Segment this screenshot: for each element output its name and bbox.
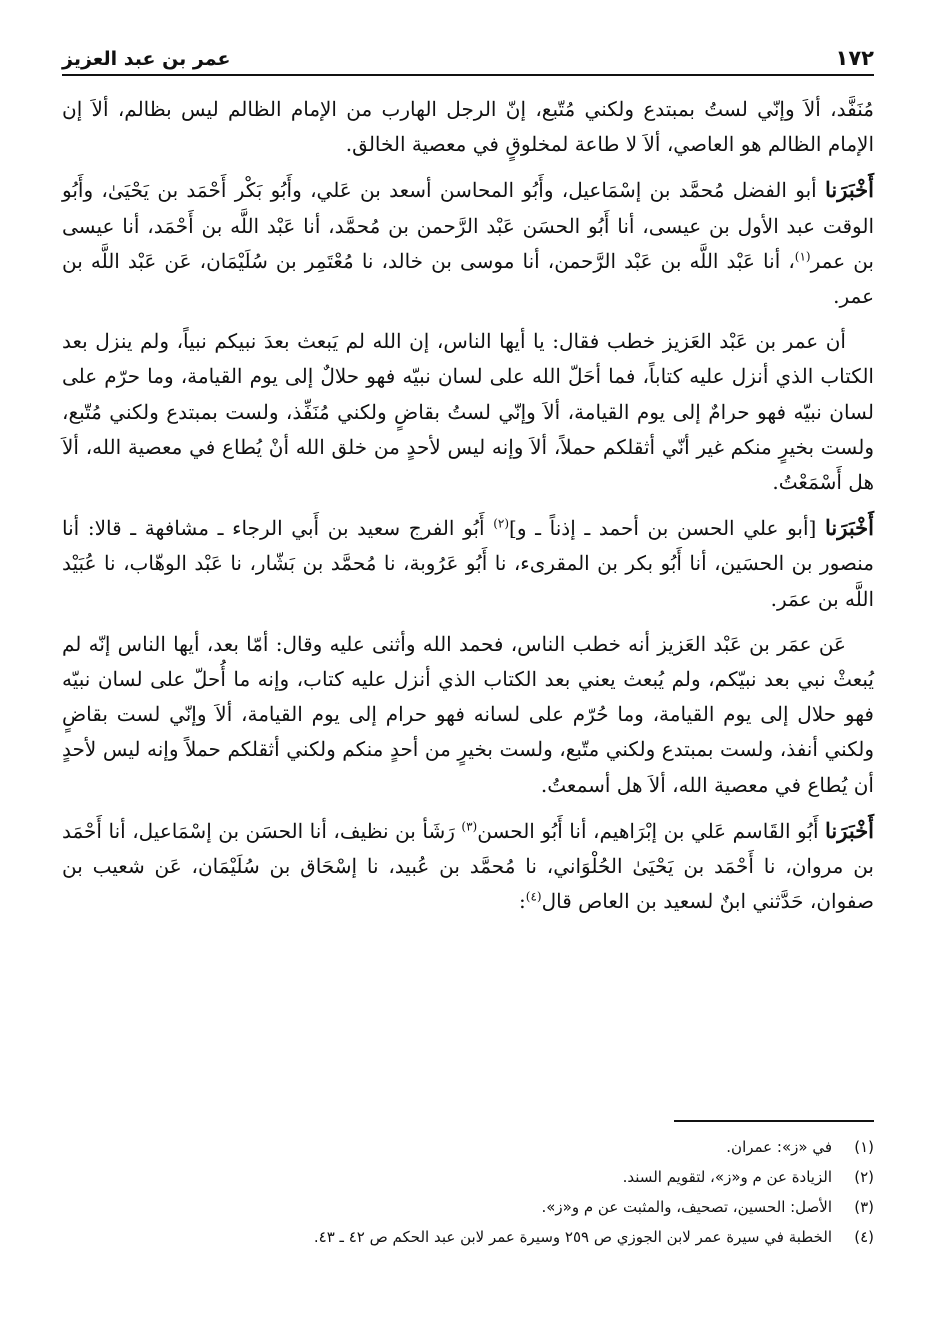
footnote-number: (٣) <box>854 1198 874 1216</box>
paragraph <box>62 813 874 920</box>
footnote-divider <box>674 1120 874 1122</box>
paragraph <box>62 324 874 500</box>
paragraph <box>62 510 874 617</box>
footnote-number: (١) <box>854 1138 874 1156</box>
footnote-text: الخطبة في سيرة عمر لابن الجوزي ص ٢٥٩ وسيرة عمر لابن عبد الحكم ص ٤٢ ـ ٤٣. <box>313 1228 832 1246</box>
footnote-number: (٢) <box>854 1168 874 1186</box>
book-page <box>62 28 874 1318</box>
paragraph <box>62 627 874 803</box>
paragraph-lead-word: أَخْبَرَنا <box>825 177 874 203</box>
paragraph-text: [أبو علي الحسن بن أحمد ـ إذناً ـ و] <box>509 516 826 541</box>
paragraph <box>62 172 874 314</box>
footnote-marker: (٢) <box>493 516 510 531</box>
paragraph-text: رَشَأ بن نظيف، أنا الحسَن بن إسْمَاعيل، أنا أَحْمَد بن مروان، نا أَحْمَد بن يَحْيَىٰ الحُلْوَاني، نا مُحمَّد بن عُبيد، نا إسْحَاق بن سُلَيْمَان، عَن شعيب بن صفوان، حَدَّثني ابنٌ لسعيد بن العاص قال <box>62 818 874 914</box>
paragraph-text: : <box>519 889 526 914</box>
page-number: ١٧٢ <box>835 46 874 70</box>
paragraph <box>62 92 874 162</box>
main-text <box>62 92 874 919</box>
footnote <box>62 1192 874 1222</box>
footnote <box>62 1222 874 1252</box>
footnote-marker: (٣) <box>461 819 478 834</box>
paragraph-text: أن عمر بن عَبْد العَزيز خطب فقال: يا أيها الناس، إن الله لم يَبعث بعدَ نبيكم نبياً، ولم ينزل بعد الكتاب الذي أنزل عليه كتاباً، فما أحَلّ الله على لسان نبيّه فهو حلالٌ إلى يوم القيامة، وما حرّم على لسان نبيّه فهو حرامٌ إلى يوم القيامة، ألاَ وإنّي لستُ بقاضٍ ولكني مُنَفِّذ، ولست بمبتدع ولكني مُتّبع، ولست بخيرٍ منكم غير أنّي أثقلكم حملاً، ألاَ وإنه ليس لأحدٍ من خلق الله أنْ يُطاع في معصية الله، ألاَ هل أَسْمَعْتُ. <box>62 329 874 495</box>
paragraph-text: مُنَفَّد، ألاَ وإنّي لستُ بمبتدع ولكني مُتّبع، إنّ الرجل الهارب من الإمام الظالم ليس بظالم، ألاَ إن الإمام الظالم هو العاصي، ألاَ لا طاعة لمخلوقٍ في معصية الخالق. <box>62 97 874 157</box>
running-title: عمر بن عبد العزيز <box>62 48 231 70</box>
footnote-marker: (٤) <box>525 889 542 904</box>
footnotes <box>62 1132 874 1252</box>
footnote-text: الزيادة عن م و«ز»، لتقويم السند. <box>622 1168 832 1186</box>
paragraph-lead-word: أَخْبَرَنا <box>825 515 874 541</box>
paragraph-text: ، أنا عَبْد اللَّه بن عَبْد الرَّحمن، أنا موسى بن خالد، نا مُعْتَمِر بن سُلَيْمَان، عَن عَبْد اللَّه بن عمر. <box>62 248 874 309</box>
footnote <box>62 1162 874 1192</box>
paragraph-text: أَبُو القَاسم عَلي بن إبْرَاهيم، أنا أَبُو الحسن <box>477 818 826 843</box>
paragraph-lead-word: أَخْبَرَنا <box>825 817 875 843</box>
footnote-number: (٤) <box>854 1228 874 1246</box>
page-header <box>62 28 874 76</box>
paragraph-text: أبو الفضل مُحمَّد بن إسْمَاعيل، وأَبُو المحاسن أسعد بن عَلي، وأَبُو بَكْر أَحْمَد بن يَحْيَىٰ، وأَبُو الوقت عبد الأول بن عيسى، أنا أَبُو الحسَن عَبْد الرَّحمن بن مُحمَّد، أنا عَبْد اللَّه بن أَحْمَد، أنا عيسى بن عمر <box>62 178 874 273</box>
footnote-text: الأصل: الحسين، تصحيف، والمثبت عن م و«ز». <box>541 1198 832 1216</box>
footnote-marker: (١) <box>794 249 811 264</box>
paragraph-text: أَبُو الفرج سعيد بن أَبي الرجاء ـ مشافهة ـ قالا: أنا منصور بن الحسَين، أنا أَبُو بكر بن المقرىء، نا أَبُو عَرُوبة، نا مُحمَّد بن بَشّار، نا عَبْد الوهّاب، نا عُبَيْد اللَّه بن عمَر. <box>62 516 874 611</box>
footnote <box>62 1132 874 1162</box>
paragraph-text: عَن عمَر بن عَبْد العَزيز أنه خطب الناس، فحمد الله وأثنى عليه وقال: أمّا بعد، أيها الناس إنّه لم يُبعثْ نبي بعد نبيّكم، ولم يُبعث يعني بعد الكتاب الذي أنزل عليه كتاب، وإنه ما أُحلّ على لسان نبيّه فهو حلال إلى يوم القيامة، وما حُرّم على لسانه فهو حرام إلى يوم القيامة، ألاَ وإنّي لست بقاضٍ ولكني أنفذ، ولست بمبتدع ولكني متّبع، ولست بخيرٍ من أحدٍ منكم ولكني أثقلكم حملاً وإنه ليس لأحدٍ أن يُطاع في معصية الله، ألاَ هل أسمعتُ. <box>62 631 875 797</box>
footnote-text: في «ز»: عمران. <box>726 1138 832 1156</box>
